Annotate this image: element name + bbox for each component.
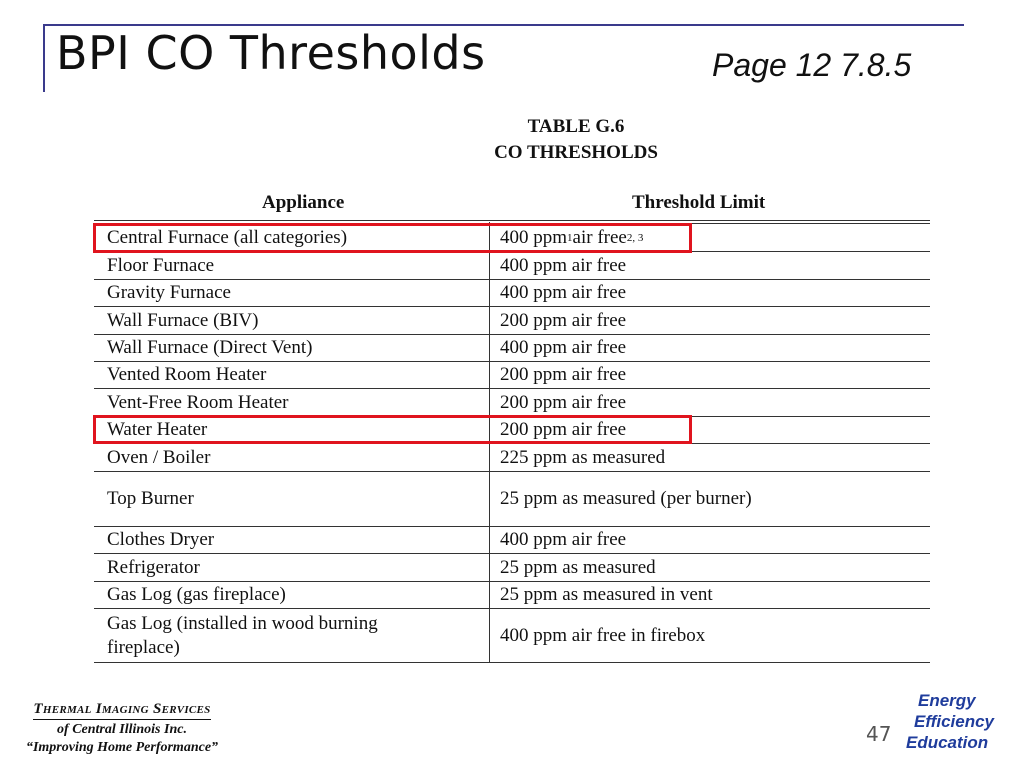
table-row-appliance: Oven / Boiler: [107, 446, 211, 468]
energy-efficiency-education-logo: [904, 690, 1014, 753]
limit-text: 400 ppm: [500, 226, 568, 248]
table-row-appliance: Water Heater: [107, 419, 208, 440]
table-row-appliance: Wall Furnace (BIV): [107, 309, 259, 331]
table-row-limit: 200 ppm air free: [500, 309, 627, 331]
table-row-appliance: Clothes Dryer: [107, 529, 215, 550]
slide-title: BPI CO Thresholds: [56, 26, 486, 80]
table-row-appliance: Gravity Furnace: [107, 282, 231, 303]
table-bottom-rule: [94, 662, 930, 663]
table-caption: [386, 114, 766, 166]
eee-line-3: Education: [906, 733, 989, 752]
table-row-limit: 400 ppm air free: [500, 529, 627, 550]
table-caption-line1: TABLE G.6: [527, 116, 625, 137]
table-row-limit: 400 ppm air free: [500, 337, 627, 358]
limit-text: air free: [572, 226, 627, 248]
company-subtitle: of Central Illinois Inc.: [57, 722, 187, 737]
company-name: Thermal Imaging Services: [33, 701, 210, 720]
page-reference: Page 12 7.8.5: [712, 47, 912, 83]
highlight-water-heater: [93, 415, 692, 444]
table-row-appliance: Vent-Free Room Heater: [107, 391, 289, 413]
table-row-appliance: Wall Furnace (Direct Vent): [107, 337, 313, 358]
slide-number: 47: [866, 722, 892, 746]
title-frame-left: [43, 24, 45, 92]
company-slogan: “Improving Home Performance”: [25, 740, 219, 755]
table-row-appliance: Gas Log (gas fireplace): [107, 584, 286, 605]
table-row-appliance: Top Burner: [107, 488, 194, 509]
table-row-appliance: Gas Log (installed in wood burning fireplace): [107, 612, 378, 658]
eee-line-1: Energy: [918, 691, 976, 710]
table-row-appliance: Central Furnace (all categories): [107, 226, 348, 248]
eee-line-2: Efficiency: [914, 712, 995, 731]
table-row-limit: 400 ppm air free in firebox: [500, 624, 706, 646]
company-logo: [10, 700, 234, 756]
highlight-central-furnace: [93, 223, 692, 253]
header-rule-top: [94, 220, 930, 221]
table-row-limit: 25 ppm as measured: [500, 556, 656, 578]
table-row-limit: 25 ppm as measured (per burner): [500, 488, 752, 509]
table-row-limit: 400 ppm air free: [500, 254, 627, 276]
table-row-limit: 225 ppm as measured: [500, 446, 666, 468]
table-row-limit: 25 ppm as measured in vent: [500, 584, 713, 605]
table-row-limit: 400 ppm 1 air free 2, 3: [500, 226, 644, 248]
table-row-appliance: Refrigerator: [107, 556, 200, 578]
table-caption-line2: CO THRESHOLDS: [494, 142, 658, 163]
scanned-table-document: [66, 104, 936, 664]
header-threshold-limit: Threshold Limit: [632, 192, 766, 213]
table-row-appliance: Vented Room Heater: [107, 364, 267, 385]
table-row-limit: 200 ppm air free: [500, 419, 627, 440]
header-appliance: Appliance: [262, 192, 345, 213]
table-row-limit: 400 ppm air free: [500, 282, 627, 303]
table-row-limit: 200 ppm air free: [500, 391, 627, 413]
table-row-appliance: Floor Furnace: [107, 254, 215, 276]
table-row-limit: 200 ppm air free: [500, 364, 627, 385]
